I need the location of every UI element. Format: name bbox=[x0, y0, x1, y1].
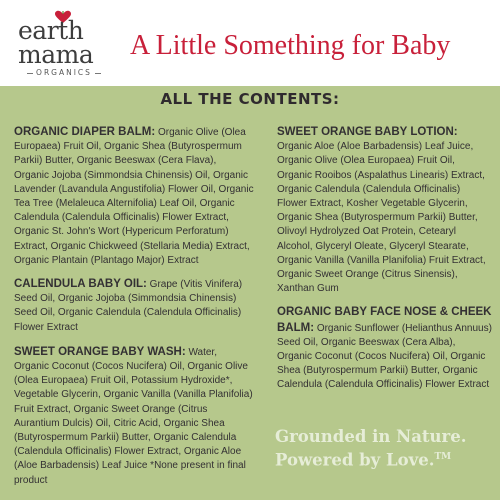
product-block bbox=[14, 345, 254, 488]
product-block bbox=[14, 277, 254, 335]
product-ingredients: Water, Organic Coconut (Cocos Nucifera) Oil, Organic Olive (Olea Europaea) Fruit Oil, Potassium Hydroxide*, Vegetable Glycerin, Organic Vanilla (Vanilla Planifolia) Fruit Extract, Organic Sweet Orange (Citrus Aurantium Dulcis) Oil, Citric Acid, Organic Shea (Butyrospermum Parkii) Butter, Organic Calendula (Calendula Officinalis) Flower Extract, Organic Aloe (Aloe Barbadensis) Leaf Juice *None present in final product bbox=[14, 346, 253, 486]
product-name: ORGANIC DIAPER BALM: bbox=[14, 126, 156, 138]
product-name: CALENDULA BABY OIL: bbox=[14, 278, 147, 291]
logo-word-mama: mama bbox=[18, 40, 94, 69]
logo-word-organics: ORGANICS bbox=[14, 68, 114, 77]
product-ingredients: Organic Olive (Olea Europaea) Fruit Oil, Organic Shea (Butyrospermum Parkii) Butter, Organic Beeswax (Cera Flava), Organic Jojoba (Simmondsia Chinensis) Oil, Organic Lavender (Lavandula Angustifolia) Flower Oil, Organic Tea Tree (Melaleuca Alternifolia) Leaf Oil, Organic Calendula (Calendula Officinalis) Flower Extract, Organic St. John's Wort (Hypericum Perforatum) Extract, Organic Chickweed (Stellaria Media) Extract, Organic Plantain (Plantago Major) Extract bbox=[14, 127, 254, 266]
slogan-line-2: Powered by Love. bbox=[275, 450, 435, 470]
brand-slogan bbox=[275, 426, 495, 471]
ingredients-column-left bbox=[14, 125, 254, 497]
header bbox=[0, 0, 500, 86]
product-ingredients: Organic Aloe (Aloe Barbadensis) Leaf Juice, Organic Olive (Olea Europaea) Fruit Oil, Organic Rooibos (Aspalathus Linearis) Extract, Organic Calendula (Calendula Officinalis) Flower Extract, Kosher Vegetable Glycerin, Organic Shea (Butyrospermum Parkii) Butter, Olivoyl Hydrolyzed Oat Protein, Cetearyl Alcohol, Glyceryl Oleate, Glyceryl Stearate, Organic Vanilla (Vanilla Planifolia) Fruit Extract, Organic Sweet Orange (Citrus Sinensis), Xanthan Gum bbox=[277, 141, 486, 295]
slogan-line-1: Grounded in Nature. bbox=[275, 427, 467, 446]
product-ingredients: Grape (Vitis Vinifera) Seed Oil, Organic Jojoba (Simmondsia Chinensis) Seed Oil, Organic Calendula (Calendula Officinalis) Flower Extract bbox=[14, 279, 243, 333]
product-ingredients: Organic Sunflower (Helianthus Annuus) Seed Oil, Organic Beeswax (Cera Alba), Organic Coconut (Cocos Nucifera) Oil, Organic Shea (Butyrospermum Parkii) Butter, Organic Calendula (Calendula Officinalis) Flower Extract bbox=[277, 322, 492, 391]
header-tagline: A Little Something for Baby bbox=[130, 30, 451, 61]
logo-word-earth: earth bbox=[18, 16, 84, 45]
product-block bbox=[277, 125, 492, 296]
product-name: SWEET ORANGE BABY LOTION: bbox=[277, 126, 458, 138]
product-block bbox=[277, 305, 492, 392]
product-name: SWEET ORANGE BABY WASH: bbox=[14, 345, 186, 358]
contents-title: ALL THE CONTENTS: bbox=[160, 90, 340, 108]
product-name: ORGANIC BABY FACE NOSE & CHEEK BALM: bbox=[277, 306, 492, 334]
earth-mama-logo bbox=[14, 10, 118, 80]
product-block bbox=[14, 125, 254, 268]
trademark-mark: TM bbox=[434, 452, 452, 462]
ingredients-column-right bbox=[277, 125, 492, 402]
